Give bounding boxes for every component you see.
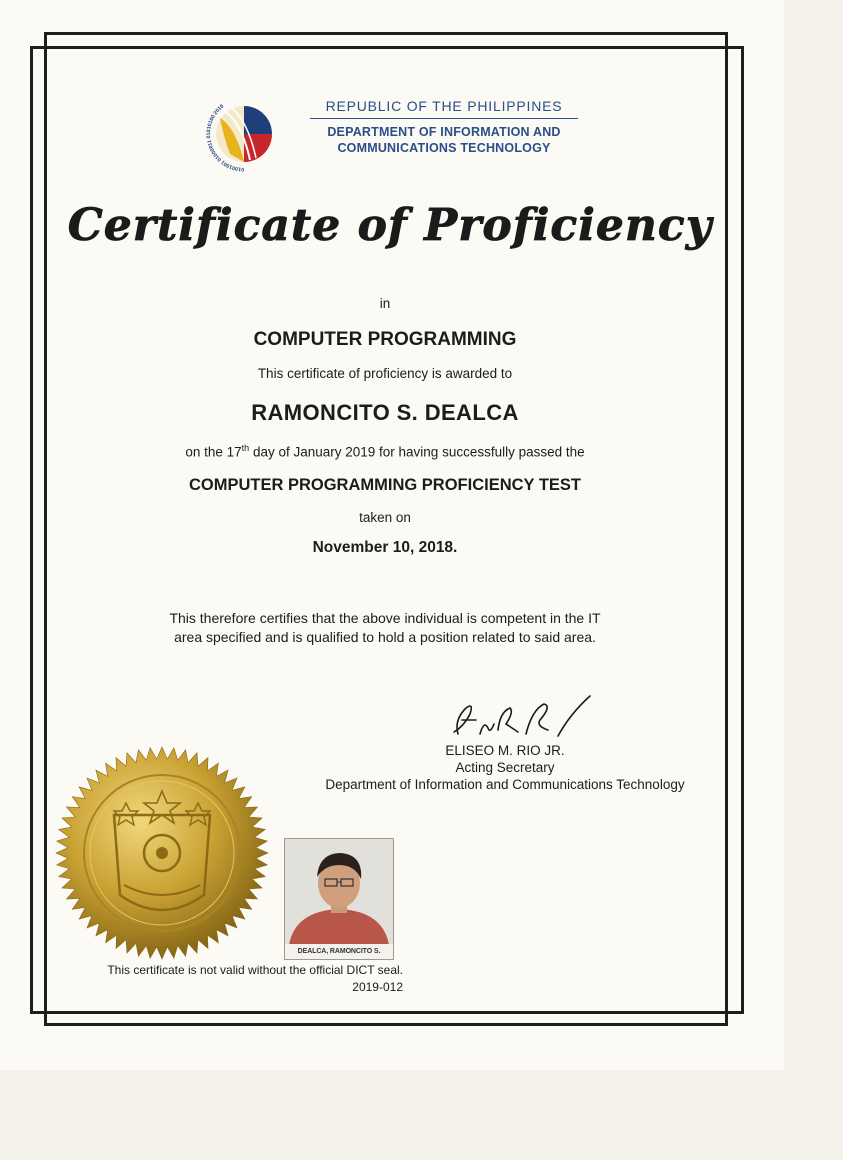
issue-ordinal: th (241, 443, 250, 453)
signatory-position: Acting Secretary (455, 760, 555, 775)
seal-validity-note: This certificate is not valid without the official DICT seal. (107, 963, 403, 977)
department-name-line2: COMMUNICATIONS TECHNOLOGY (337, 141, 551, 155)
footer (58, 962, 403, 996)
logo-ring-text: 01001001 01000011 01010100 2016 (206, 103, 245, 173)
issue-date-line (60, 443, 710, 460)
certification-statement (60, 609, 710, 647)
certificate-title-text: Certificate of Proficiency (67, 200, 713, 251)
agency-header (308, 98, 580, 156)
taken-on-label: taken on (359, 510, 411, 525)
certification-line-1: This therefore certifies that the above individual is competent in the IT (169, 610, 601, 626)
certificate-title (67, 188, 713, 268)
awarded-text: This certificate of proficiency is awarded to (257, 366, 513, 381)
photo-caption: DEALCA, RAMONCITO S. (285, 944, 393, 959)
awardee-portrait-icon (285, 839, 393, 945)
signatory-block (300, 742, 710, 793)
test-name: COMPUTER PROGRAMMING PROFICIENCY TEST (188, 476, 582, 494)
signatory-department: Department of Information and Communications Technology (325, 777, 685, 792)
gold-seal-icon (54, 745, 270, 961)
issue-suffix: day of January 2019 for having successfully passed the (249, 444, 585, 460)
test-date: November 10, 2018. (312, 539, 458, 556)
certificate-number: 2019-012 (352, 980, 403, 994)
in-label: in (379, 296, 391, 311)
course-name: COMPUTER PROGRAMMING (253, 329, 517, 350)
signature-icon (440, 690, 600, 750)
issue-prefix: on the 17 (185, 444, 242, 460)
certification-line-2: area specified and is qualified to hold a position related to said area. (174, 629, 596, 645)
dict-logo-icon (206, 88, 282, 180)
awardee-name: RAMONCITO S. DEALCA (251, 400, 519, 425)
signatory-name: ELISEO M. RIO JR. (445, 743, 565, 758)
republic-label: REPUBLIC OF THE PHILIPPINES (310, 98, 578, 119)
awardee-photo (284, 838, 394, 960)
department-name-line1: DEPARTMENT OF INFORMATION AND (327, 125, 561, 139)
